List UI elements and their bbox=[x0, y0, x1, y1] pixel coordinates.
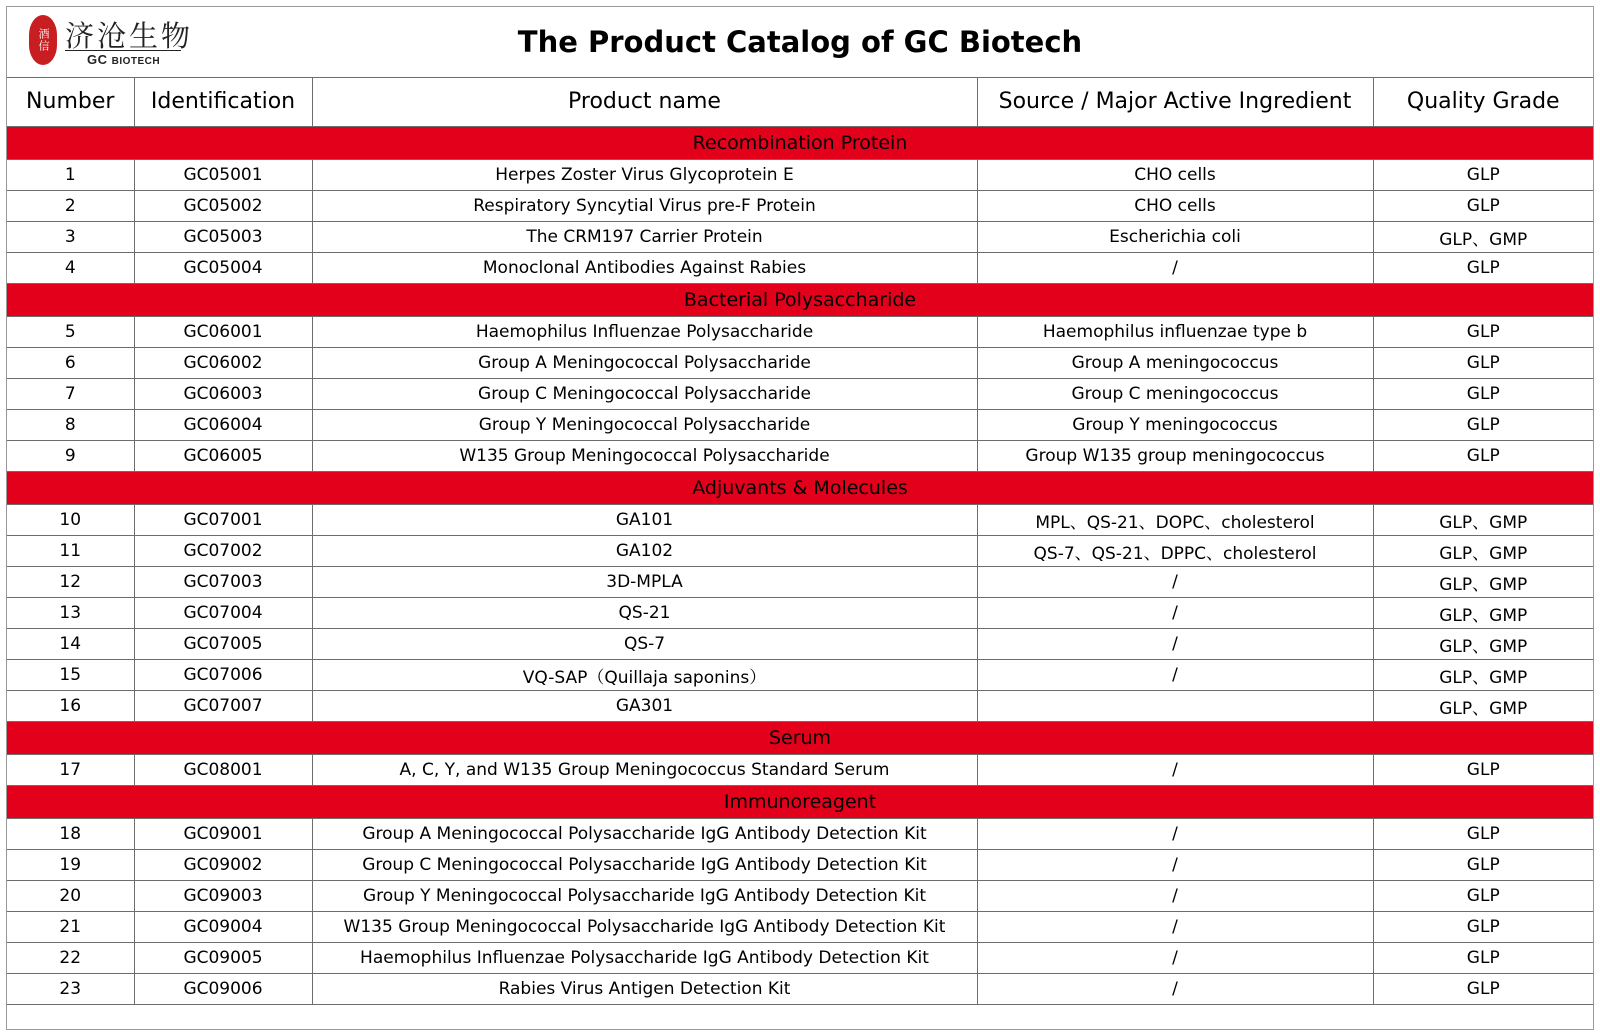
cell-source: CHO cells bbox=[977, 160, 1373, 191]
section-header-row bbox=[7, 472, 1593, 505]
logo-english-name bbox=[87, 52, 160, 67]
cell-identification: GC07004 bbox=[134, 598, 312, 629]
logo-english-sub: BIOTECH bbox=[111, 56, 161, 67]
document-header bbox=[7, 7, 1593, 78]
cell-quality-grade: GLP、GMP bbox=[1373, 629, 1593, 660]
cell-quality-grade: GLP bbox=[1373, 191, 1593, 222]
cell-source: / bbox=[977, 660, 1373, 691]
section-header-row bbox=[7, 284, 1593, 317]
cell-number: 14 bbox=[7, 629, 134, 660]
cell-number: 3 bbox=[7, 222, 134, 253]
cell-source: / bbox=[977, 567, 1373, 598]
page-title: The Product Catalog of GC Biotech bbox=[517, 25, 1083, 59]
cell-identification: GC05002 bbox=[134, 191, 312, 222]
cell-number: 5 bbox=[7, 317, 134, 348]
table-row bbox=[7, 317, 1593, 348]
cell-quality-grade: GLP、GMP bbox=[1373, 691, 1593, 722]
cell-identification: GC05004 bbox=[134, 253, 312, 284]
cell-source: Haemophilus influenzae type b bbox=[977, 317, 1373, 348]
table-header-row bbox=[7, 77, 1593, 127]
cell-quality-grade: GLP bbox=[1373, 974, 1593, 1005]
cell-source: / bbox=[977, 850, 1373, 881]
cell-source: / bbox=[977, 974, 1373, 1005]
cell-product-name: Group Y Meningococcal Polysaccharide bbox=[312, 410, 977, 441]
cell-number: 23 bbox=[7, 974, 134, 1005]
logo-chinese-name: 济沧生物 bbox=[65, 19, 194, 53]
cell-product-name: A, C, Y, and W135 Group Meningococcus Standard Serum bbox=[312, 755, 977, 786]
cell-source: QS-7、QS-21、DPPC、cholesterol bbox=[977, 536, 1373, 567]
table-row bbox=[7, 505, 1593, 536]
table-row bbox=[7, 629, 1593, 660]
table-row bbox=[7, 567, 1593, 598]
cell-source: / bbox=[977, 819, 1373, 850]
cell-quality-grade: GLP bbox=[1373, 253, 1593, 284]
cell-product-name: Respiratory Syncytial Virus pre-F Protein bbox=[312, 191, 977, 222]
cell-quality-grade: GLP bbox=[1373, 755, 1593, 786]
section-header-row bbox=[7, 722, 1593, 755]
table-row bbox=[7, 974, 1593, 1005]
cell-source: / bbox=[977, 943, 1373, 974]
cell-identification: GC07005 bbox=[134, 629, 312, 660]
cell-number: 8 bbox=[7, 410, 134, 441]
cell-product-name: QS-21 bbox=[312, 598, 977, 629]
cell-source: Group C meningococcus bbox=[977, 379, 1373, 410]
cell-number: 4 bbox=[7, 253, 134, 284]
cell-source: / bbox=[977, 253, 1373, 284]
cell-quality-grade: GLP、GMP bbox=[1373, 536, 1593, 567]
cell-quality-grade: GLP bbox=[1373, 943, 1593, 974]
cell-identification: GC05001 bbox=[134, 160, 312, 191]
cell-number: 16 bbox=[7, 691, 134, 722]
cell-quality-grade: GLP、GMP bbox=[1373, 505, 1593, 536]
cell-source: / bbox=[977, 598, 1373, 629]
cell-product-name: The CRM197 Carrier Protein bbox=[312, 222, 977, 253]
table-row bbox=[7, 691, 1593, 722]
table-row bbox=[7, 943, 1593, 974]
cell-source: / bbox=[977, 881, 1373, 912]
cell-number: 18 bbox=[7, 819, 134, 850]
cell-identification: GC06005 bbox=[134, 441, 312, 472]
catalog-document bbox=[6, 6, 1594, 1030]
column-header-quality-grade: Quality Grade bbox=[1373, 77, 1593, 127]
cell-identification: GC06001 bbox=[134, 317, 312, 348]
cell-quality-grade: GLP bbox=[1373, 881, 1593, 912]
company-logo bbox=[29, 12, 209, 72]
table-row bbox=[7, 410, 1593, 441]
cell-product-name: VQ-SAP（Quillaja saponins） bbox=[312, 660, 977, 691]
cell-number: 9 bbox=[7, 441, 134, 472]
cell-source: Group W135 group meningococcus bbox=[977, 441, 1373, 472]
cell-identification: GC07002 bbox=[134, 536, 312, 567]
table-row bbox=[7, 441, 1593, 472]
cell-product-name: Rabies Virus Antigen Detection Kit bbox=[312, 974, 977, 1005]
cell-product-name: GA101 bbox=[312, 505, 977, 536]
cell-identification: GC09006 bbox=[134, 974, 312, 1005]
logo-english-main: GC bbox=[87, 52, 108, 67]
cell-product-name: W135 Group Meningococcal Polysaccharide bbox=[312, 441, 977, 472]
table-row bbox=[7, 912, 1593, 943]
cell-identification: GC09005 bbox=[134, 943, 312, 974]
section-title: Recombination Protein bbox=[7, 127, 1593, 160]
cell-source bbox=[977, 691, 1373, 722]
seal-icon: 酒信 bbox=[29, 15, 57, 65]
cell-identification: GC08001 bbox=[134, 755, 312, 786]
cell-product-name: Group A Meningococcal Polysaccharide bbox=[312, 348, 977, 379]
cell-source: Escherichia coli bbox=[977, 222, 1373, 253]
table-body bbox=[7, 127, 1593, 1005]
column-header-number: Number bbox=[7, 77, 134, 127]
cell-product-name: 3D-MPLA bbox=[312, 567, 977, 598]
cell-identification: GC06004 bbox=[134, 410, 312, 441]
cell-quality-grade: GLP bbox=[1373, 441, 1593, 472]
table-row bbox=[7, 253, 1593, 284]
cell-number: 21 bbox=[7, 912, 134, 943]
cell-quality-grade: GLP bbox=[1373, 912, 1593, 943]
cell-source: Group A meningococcus bbox=[977, 348, 1373, 379]
cell-quality-grade: GLP bbox=[1373, 410, 1593, 441]
cell-quality-grade: GLP、GMP bbox=[1373, 222, 1593, 253]
cell-source: CHO cells bbox=[977, 191, 1373, 222]
cell-product-name: Monoclonal Antibodies Against Rabies bbox=[312, 253, 977, 284]
cell-product-name: QS-7 bbox=[312, 629, 977, 660]
cell-source: / bbox=[977, 755, 1373, 786]
cell-number: 17 bbox=[7, 755, 134, 786]
cell-quality-grade: GLP、GMP bbox=[1373, 660, 1593, 691]
cell-number: 19 bbox=[7, 850, 134, 881]
section-title: Bacterial Polysaccharide bbox=[7, 284, 1593, 317]
cell-product-name: Haemophilus Influenzae Polysaccharide bbox=[312, 317, 977, 348]
cell-number: 13 bbox=[7, 598, 134, 629]
cell-number: 1 bbox=[7, 160, 134, 191]
section-header-row bbox=[7, 127, 1593, 160]
cell-number: 15 bbox=[7, 660, 134, 691]
cell-quality-grade: GLP bbox=[1373, 850, 1593, 881]
product-table bbox=[7, 77, 1593, 1005]
cell-product-name: GA301 bbox=[312, 691, 977, 722]
table-row bbox=[7, 222, 1593, 253]
cell-identification: GC09001 bbox=[134, 819, 312, 850]
cell-identification: GC07003 bbox=[134, 567, 312, 598]
cell-source: MPL、QS-21、DOPC、cholesterol bbox=[977, 505, 1373, 536]
cell-product-name: W135 Group Meningococcal Polysaccharide IgG Antibody Detection Kit bbox=[312, 912, 977, 943]
cell-identification: GC09003 bbox=[134, 881, 312, 912]
table-row bbox=[7, 755, 1593, 786]
cell-quality-grade: GLP、GMP bbox=[1373, 598, 1593, 629]
cell-product-name: Group C Meningococcal Polysaccharide bbox=[312, 379, 977, 410]
cell-number: 11 bbox=[7, 536, 134, 567]
cell-product-name: Herpes Zoster Virus Glycoprotein E bbox=[312, 160, 977, 191]
cell-quality-grade: GLP bbox=[1373, 348, 1593, 379]
cell-quality-grade: GLP bbox=[1373, 160, 1593, 191]
cell-identification: GC07006 bbox=[134, 660, 312, 691]
cell-number: 22 bbox=[7, 943, 134, 974]
cell-quality-grade: GLP bbox=[1373, 379, 1593, 410]
cell-quality-grade: GLP bbox=[1373, 819, 1593, 850]
section-title: Immunoreagent bbox=[7, 786, 1593, 819]
table-row bbox=[7, 598, 1593, 629]
cell-number: 20 bbox=[7, 881, 134, 912]
logo-divider bbox=[65, 50, 181, 51]
table-row bbox=[7, 819, 1593, 850]
table-row bbox=[7, 536, 1593, 567]
cell-number: 2 bbox=[7, 191, 134, 222]
column-header-source: Source / Major Active Ingredient bbox=[977, 77, 1373, 127]
table-row bbox=[7, 881, 1593, 912]
cell-source: / bbox=[977, 912, 1373, 943]
cell-number: 7 bbox=[7, 379, 134, 410]
cell-product-name: Group C Meningococcal Polysaccharide IgG Antibody Detection Kit bbox=[312, 850, 977, 881]
cell-identification: GC09004 bbox=[134, 912, 312, 943]
table-row bbox=[7, 348, 1593, 379]
cell-product-name: Group Y Meningococcal Polysaccharide IgG Antibody Detection Kit bbox=[312, 881, 977, 912]
cell-source: / bbox=[977, 629, 1373, 660]
cell-quality-grade: GLP、GMP bbox=[1373, 567, 1593, 598]
cell-number: 6 bbox=[7, 348, 134, 379]
section-title: Adjuvants & Molecules bbox=[7, 472, 1593, 505]
column-header-identification: Identification bbox=[134, 77, 312, 127]
column-header-product-name: Product name bbox=[312, 77, 977, 127]
table-row bbox=[7, 850, 1593, 881]
cell-product-name: GA102 bbox=[312, 536, 977, 567]
table-row bbox=[7, 379, 1593, 410]
cell-identification: GC06002 bbox=[134, 348, 312, 379]
table-row bbox=[7, 660, 1593, 691]
cell-quality-grade: GLP bbox=[1373, 317, 1593, 348]
cell-number: 10 bbox=[7, 505, 134, 536]
section-header-row bbox=[7, 786, 1593, 819]
cell-identification: GC07007 bbox=[134, 691, 312, 722]
cell-identification: GC05003 bbox=[134, 222, 312, 253]
cell-source: Group Y meningococcus bbox=[977, 410, 1373, 441]
table-row bbox=[7, 191, 1593, 222]
cell-identification: GC09002 bbox=[134, 850, 312, 881]
cell-product-name: Group A Meningococcal Polysaccharide IgG Antibody Detection Kit bbox=[312, 819, 977, 850]
cell-number: 12 bbox=[7, 567, 134, 598]
cell-identification: GC06003 bbox=[134, 379, 312, 410]
section-title: Serum bbox=[7, 722, 1593, 755]
table-row bbox=[7, 160, 1593, 191]
cell-product-name: Haemophilus Influenzae Polysaccharide IgG Antibody Detection Kit bbox=[312, 943, 977, 974]
cell-identification: GC07001 bbox=[134, 505, 312, 536]
